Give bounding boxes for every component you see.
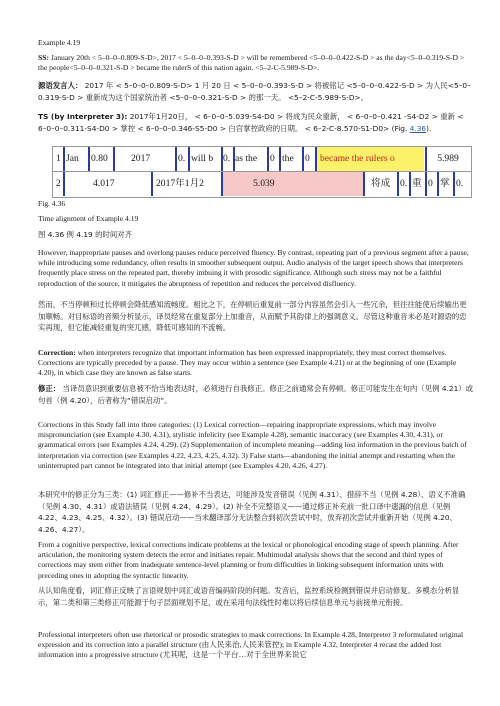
tier-cell: 0 (428, 178, 433, 189)
alignment-row-1 (53, 147, 471, 172)
boundary-line (151, 172, 153, 196)
tier-cell: 4.017 (93, 178, 115, 189)
tier-cell: 0 (305, 153, 310, 164)
tier-cell: as the (235, 153, 258, 164)
boundary-line (267, 147, 269, 171)
boundary-line (188, 147, 190, 171)
boundary-line (437, 172, 439, 196)
figure-title-en: Time alignment of Example 4.19 (38, 214, 139, 223)
paragraph-en-2: Corrections in this Study fall into three categories: (1) Lexical correction—repairing inappropriate expressions, which may involve mispronunciation (see Example 4.30, 4.31), stylistic infelicity (see Example 4.28), semantic inaccuracy (see Examples 4.30, 4.31), or grammatical errors (see Examples 4.24, 4.29). (2) Supplementation of incomplete meaning—adding lost information in the previous batch of interpretation via correction (see Examples 4.22, 4.23, 4.25, 4.32). 3) False starts—abandoning the initial attempt and restarting when the uninterrupted part cannot be integrated into that initial attempt (see Examples 4.20, 4.26, 4.27). (38, 420, 467, 470)
tier-cell: 0. (400, 178, 408, 189)
paragraph-zh-3: 从认知角度看，词汇修正反映了言语规划中词汇或语音编码阶段的问题。发音后，监控系统检测到错误并启动修复。多模态分析显示，第二类和第三类修正可能源于句子层面规划不足，或在采用句法线性时难以将后续信息单元与前接单元衔接。 (38, 586, 460, 607)
highlighted-segment: 5.039 (223, 172, 363, 196)
tier-cell: 2017年1月2 (156, 178, 204, 189)
tier-cell: 0 (270, 153, 275, 164)
tier-cell: the (282, 153, 294, 164)
correction-zh-text: 当译员意识到重要信息被不恰当地表达时，必须进行自我修正。修正之前通常会有停顿。修正可能发生在句内（见例 4.21）或句首（例 4.20），后者称为“错误启动”。 (38, 384, 474, 405)
boundary-line (63, 147, 65, 171)
figure-title-zh: 图 4.36 例 4.19 的时间对齐 (38, 230, 133, 239)
paragraph-en-4-part-b: ); in Example 4.32, Interpreter 4 recast the added lost information into a progressive structure ( (38, 640, 442, 660)
paragraph-en-4-zh-2: 尤其呢，这是一个平台…对于全世界来说它 (162, 650, 307, 660)
correction-zh (38, 383, 474, 406)
ss-label: SS: (38, 53, 49, 62)
source-zh-label: 源语发言人： (38, 81, 83, 90)
tier-cell: Jan (66, 153, 79, 164)
source-zh-text: 2017 年 < 5–0–0–0.809-S-D> 1 月 20 日 < 5–0–0–0.393-S-D > 将被铭记 <5–0–0–0.422-S-D > 为人民<5–0–0.319-S-D > 重新成为这个国家统治者 <5–0–0–0.321-S-D > 的那一天。 <5–2-C-5.989-S-D>。 (38, 81, 471, 102)
figure-caption: Fig. 4.36 (38, 199, 66, 208)
paragraph-en-4-part-a: Professional interpreters often use rhetorical or prosodic strategies to mask corrections. In Example 4.28, Interpreter 3 reformulated original expression and its correction into a parallel structure ( (38, 630, 464, 650)
paragraph-zh-2: 本研究中的修正分为三类：(1) 词汇修正——修补不当表达，可能涉及发音错误（见例 4.31）、措辞不当（见例 4.28）、语义不准确（见例 4.30、4.31）或语法错误（见例 4.24、4.29）。(2) 补全不完整语义——通过修正补充前一批口译中遗漏的信息（见例 4.22、4.23、4.25、4.32）。(3) 错误启动——当未翻译部分无法整合到初次尝试中时，放弃初次尝试并重新开始（见例 4.20、4.26、4.27）。 (38, 490, 466, 534)
tier-cell: 5.989 (437, 153, 459, 164)
tier-cell: 0. (456, 178, 464, 189)
boundary-line (302, 147, 304, 171)
tier-cell: 0.80 (91, 153, 108, 164)
ss-paragraph (38, 53, 474, 73)
boundary-line (409, 172, 411, 196)
boundary-line (88, 147, 90, 171)
correction-text: when interpreters recognize that important information has been expressed inappropriately, they must correct themselves. Corrections are typically preceded by a pause. They may occur within a sentence (see Example 4.21) or at the beginning of one (Example 4.20), in which case they are known as false starts. (38, 348, 457, 378)
boundary-line (397, 172, 399, 196)
paragraph-en-1: However, inappropriate pauses and overlong pauses reduce perceived fluency. By contrast, repeating part of a previous segment after a pause, while introducing some redundancy, often results in smoother subsequent output. Audio analysis of the target speech shows that interpreters frequently place stress on the repeated part, thereby imbuing it with prosodic significance. Although such stress may not be a faithful reproduction of the source, it mitigates the abruptness of repetition and reduces the perceived disfluency. (38, 248, 469, 288)
tier-cell: 0. (223, 153, 231, 164)
ts-tail: ). (426, 123, 432, 133)
boundary-line (175, 147, 177, 171)
alignment-row-2 (53, 172, 471, 196)
boundary-line (63, 172, 65, 196)
ts-label: TS (by Interpreter 3): (38, 112, 128, 121)
row-index: 1 (56, 153, 61, 164)
example-title: Example 4.19 (38, 38, 81, 47)
ss-text: January 20th < 5–0–0–0.809-S-D>, 2017 < 5–0–0–0.393-S-D > will be remembered <5–0–0–0.422-S-D > as the day<5–0–0.319-S-D > the people<5–0–0–0.321-S-D > became the rulerS of this nation again. <5–2-C-5.989-S-D>. (38, 53, 465, 73)
tier-cell: will b (191, 153, 214, 164)
figure-link[interactable]: 4.36 (409, 123, 427, 133)
correction-en (38, 348, 474, 379)
paragraph-zh-1: 然而，不当停顿和过长停顿会降低感知流畅度。相比之下，在停顿后重复前一部分内容虽然会引入一些冗余，但往往能使后续输出更加顺畅。对目标语的音频分析显示，译员经常在重复部分上加重音，从而赋予其韵律上的强调意义。尽管这种重音未必是对源语的忠实再现，但它能减轻重复的突兀感，降低可感知的不流畅。 (38, 300, 467, 333)
boundary-line (453, 172, 455, 196)
tier-cell: 0. (178, 153, 186, 164)
row-index: 2 (56, 178, 61, 189)
paragraph-en-4 (38, 630, 474, 661)
boundary-line (279, 147, 281, 171)
ts-text: 2017年1月20日， < 6–0–0–5.039-S4-D0 > 将成为民众重新， < 6–0–0–0.421 -S4-D2 > 重新 < 6–0–0–0.311-S4-D0 > 掌控 < 6–0–0–0.346-S5-D0 > 白宫掌控政府的日期。 < 6–2-C-8.570-S1-D0> (Fig. (38, 112, 464, 133)
paragraph-en-4-zh-1: 由人民来治,人民来管控 (201, 640, 280, 650)
boundary-line (425, 172, 427, 196)
paragraph-en-3: From a cognitive perspective, lexical corrections indicate problems at the lexical or phonological encoding stage of speech planning. After articulation, the monitoring system detects the error and initiates repair. Multimodal analysis shows that the second and third types of corrections may stem either from inadequate sentence-level planning or from difficulties in linking subsequent information units with preceding ones in adopting the syntactic linearity. (38, 540, 459, 580)
tier-cell: 掌 (440, 178, 450, 189)
highlighted-segment: became the rulers o (317, 147, 424, 171)
ts-paragraph (38, 111, 474, 134)
correction-zh-label: 修正： (38, 384, 61, 393)
tier-cell: 2017 (131, 153, 151, 164)
boundary-line (363, 172, 365, 196)
tier-cell: 重 (412, 178, 422, 189)
source-zh-paragraph (38, 80, 474, 103)
alignment-figure (52, 146, 472, 198)
tier-cell: 将成 (371, 178, 391, 189)
boundary-line (113, 147, 115, 171)
correction-label: Correction: (38, 348, 76, 357)
